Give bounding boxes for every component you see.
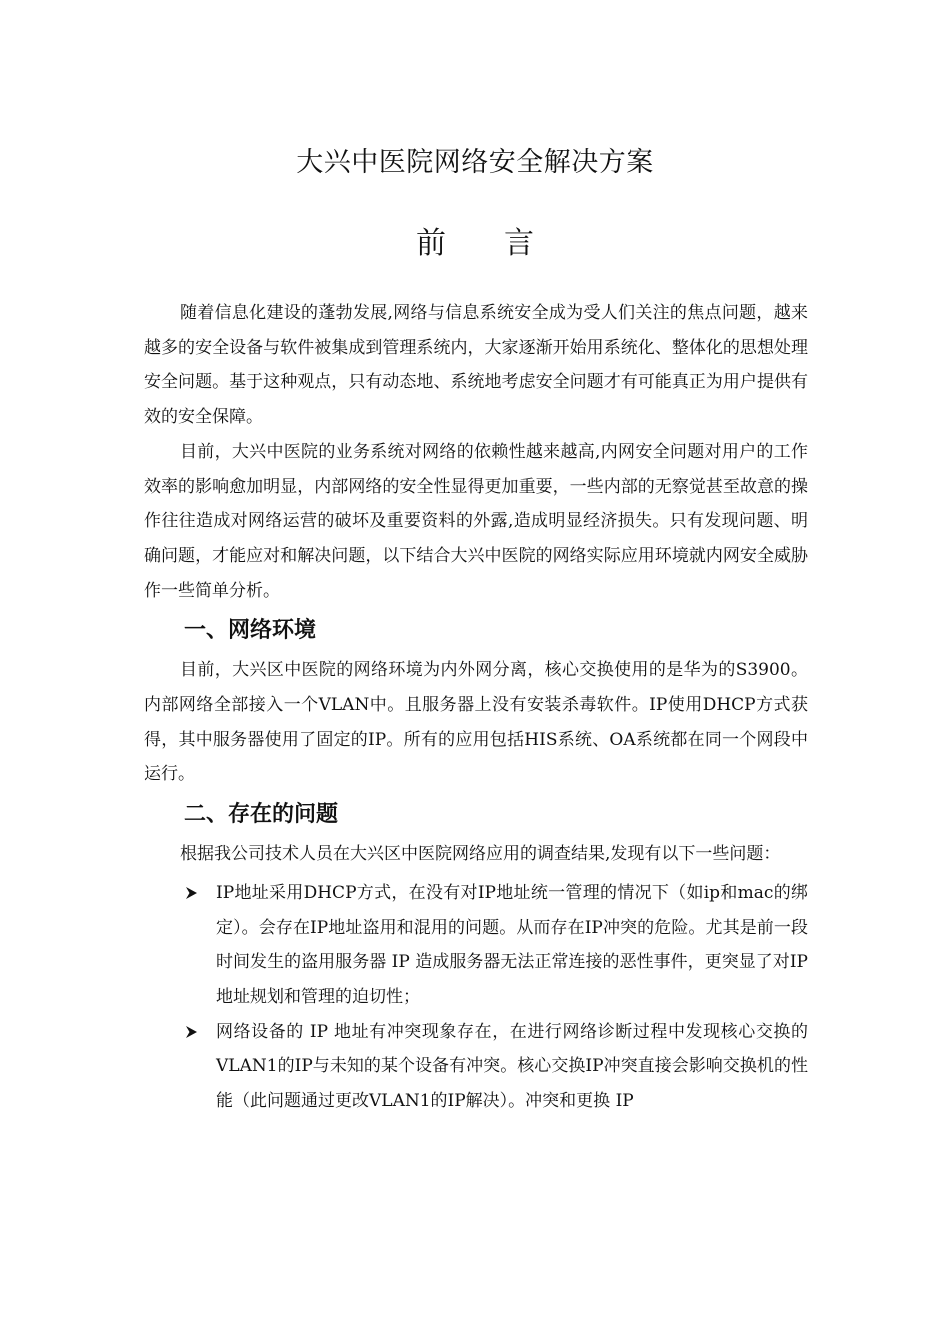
existing-problems-intro: 根据我公司技术人员在大兴区中医院网络应用的调查结果,发现有以下一些问题：	[180, 844, 781, 865]
list-item-text: IP地址采用DHCP方式，在没有对IP地址统一管理的情况下（如ip和mac的绑定）。会存在IP地址盗用和混用的问题。从而存在IP冲突的危险。尤其是前一段时间发生的盗用服务器 IP 造成服务器无法正常连接的恶性事件，更突显了对IP地址规划和管理的迫切性；	[216, 882, 808, 1007]
arrow-bullet-icon	[184, 1015, 200, 1050]
document-body	[144, 296, 808, 1119]
problem-list	[144, 876, 808, 1119]
list-item	[144, 1015, 808, 1119]
preface-paragraph-2: 目前，大兴中医院的业务系统对网络的依赖性越来越高,内网安全问题对用户的工作效率的影响愈加明显，内部网络的安全性显得更加重要，一些内部的无察觉甚至故意的操作往往造成对网络运营的破坏及重要资料的外露,造成明显经济损失。只有发现问题、明确问题，才能应对和解决问题，以下结合大兴中医院的网络实际应用环境就内网安全威胁作一些简单分析。	[144, 441, 808, 601]
section-heading-existing-problems: 二、存在的问题	[184, 801, 339, 828]
section-heading-network-environment: 一、网络环境	[184, 617, 317, 644]
arrow-bullet-icon	[184, 876, 200, 911]
list-item	[144, 876, 808, 1015]
network-environment-paragraph: 目前，大兴区中医院的网络环境为内外网分离，核心交换使用的是华为的S3900。内部网络全部接入一个VLAN中。且服务器上没有安装杀毒软件。IP使用DHCP方式获得，其中服务器使用了固定的IP。所有的应用包括HIS系统、OA系统都在同一个网段中运行。	[144, 660, 808, 785]
list-item-text: 网络设备的 IP 地址有冲突现象存在，在进行网络诊断过程中发现核心交换的VLAN1的IP与未知的某个设备有冲突。核心交换IP冲突直接会影响交换机的性能（此问题通过更改VLAN1的IP解决）。冲突和更换 IP	[216, 1021, 808, 1112]
preface-heading: 前言	[416, 226, 592, 261]
document-title: 大兴中医院网络安全解决方案	[296, 147, 654, 178]
preface-paragraph-1: 随着信息化建设的蓬勃发展,网络与信息系统安全成为受人们关注的焦点问题，越来越多的安全设备与软件被集成到管理系统内，大家逐渐开始用系统化、整体化的思想处理安全问题。基于这种观点，只有动态地、系统地考虑安全问题才有可能真正为用户提供有效的安全保障。	[144, 303, 808, 428]
